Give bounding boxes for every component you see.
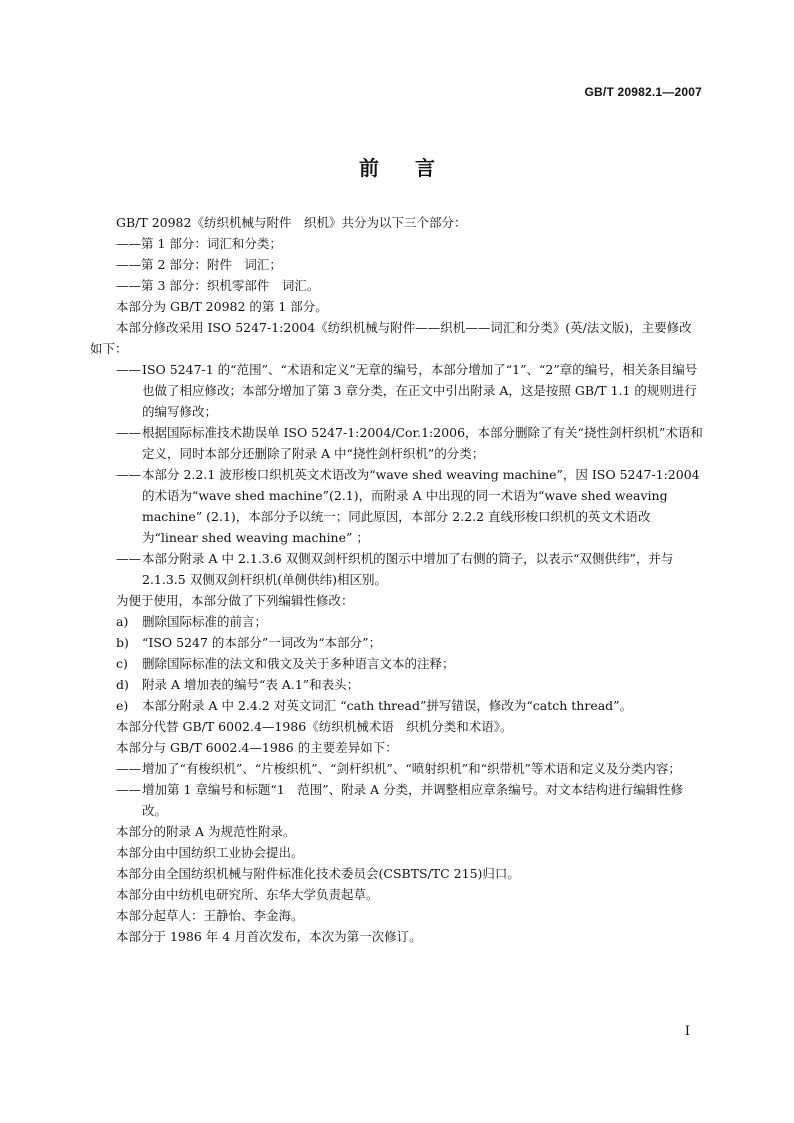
list-marker: d)	[116, 677, 129, 692]
dash-marker: ——	[116, 467, 141, 482]
dash-marker: ——	[116, 782, 141, 797]
dash-item: ——第 1 部分：词汇和分类；	[116, 236, 282, 251]
paragraph: 本部分代替 GB/T 6002.4—1986《纺织机械术语 织机分类和术语》。	[116, 719, 513, 734]
paragraph: 为便于使用，本部分做了下列编辑性修改：	[116, 593, 354, 608]
dash-item: ——第 2 部分：附件 词汇；	[116, 257, 282, 272]
modification-item: ——本部分 2.2.1 波形梭口织机英文术语改为“wave shed weaving machine”，因 ISO 5247-1:2004 的术语为“wave shed machine”(2.1)，而附录 A 中出现的同一术语为“wave shed weaving machine” (2.1)，本部分予以统一；同此原因，本部分 2.2.2 直线形梭口织机的英文术语改为“linear shed weaving machine” ；	[90, 464, 704, 548]
standard-number: GB/T 20982.1—2007	[584, 85, 702, 99]
dash-marker: ——	[116, 761, 141, 776]
edit-item: d) 附录 A 增加表的编号“表 A.1”和表头；	[90, 674, 704, 695]
dash-marker: ——	[116, 551, 141, 566]
paragraph: GB/T 20982《纺织机械与附件 织机》共分为以下三个部分：	[116, 215, 467, 230]
paragraph: 本部分由全国纺织机械与附件标准化技术委员会(CSBTS/TC 215)归口。	[116, 866, 520, 881]
document-body	[90, 212, 704, 947]
edit-item: b) “ISO 5247 的本部分”一词改为“本部分”；	[90, 632, 704, 653]
paragraph: 本部分为 GB/T 20982 的第 1 部分。	[116, 299, 328, 314]
edit-item: c) 删除国际标准的法文和俄文及关于多种语言文本的注释；	[90, 653, 704, 674]
edit-item: e) 本部分附录 A 中 2.4.2 对英文词汇 “cath thread”拼写错误，修改为“catch thread”。	[90, 695, 704, 716]
difference-item: ——增加了“有梭织机”、“片梭织机”、“剑杆织机”、“喷射织机”和“织带机”等术语和定义及分类内容；	[90, 758, 704, 779]
dash-marker: ——	[116, 278, 141, 293]
list-marker: a)	[116, 614, 129, 629]
modification-item: ——根据国际标准技术勘误单 ISO 5247-1:2004/Cor.1:2006，本部分删除了有关“挠性剑杆织机”术语和定义，同时本部分还删除了附录 A 中“挠性剑杆织机”的分类；	[90, 422, 704, 464]
dash-item: ——第 3 部分：织机零部件 词汇。	[116, 278, 320, 293]
dash-marker: ——	[116, 425, 141, 440]
modification-item: ——ISO 5247-1 的“范围”、“术语和定义”无章的编号，本部分增加了“1”、“2”章的编号，相关条目编号也做了相应修改；本部分增加了第 3 章分类，在正文中引出附录 A，这是按照 GB/T 1.1 的规则进行的编写修改；	[90, 359, 704, 422]
list-marker: b)	[116, 635, 129, 650]
edit-item: a) 删除国际标准的前言；	[90, 611, 704, 632]
paragraph: 本部分的附录 A 为规范性附录。	[116, 824, 296, 839]
dash-marker: ——	[116, 362, 141, 377]
paragraph: 本部分与 GB/T 6002.4—1986 的主要差异如下：	[116, 740, 398, 755]
list-marker: c)	[116, 656, 128, 671]
paragraph: 本部分修改采用 ISO 5247-1:2004《纺织机械与附件——织机——词汇和分类》(英/法文版)，主要修改如下：	[90, 320, 692, 356]
paragraph: 本部分起草人：王静怡、李金海。	[116, 908, 304, 923]
list-marker: e)	[116, 698, 129, 713]
paragraph: 本部分由中纺机电研究所、东华大学负责起草。	[116, 887, 379, 902]
paragraph: 本部分于 1986 年 4 月首次发布，本次为第一次修订。	[116, 929, 422, 944]
difference-item: ——增加第 1 章编号和标题“1 范围”、附录 A 分类，并调整相应章条编号。对文本结构进行编辑性修改。	[90, 779, 704, 821]
dash-marker: ——	[116, 257, 141, 272]
modification-item: ——本部分附录 A 中 2.1.3.6 双侧双剑杆织机的图示中增加了右侧的筒子，以表示“双侧供纬”，并与 2.1.3.5 双侧双剑杆织机(单侧供纬)相区别。	[90, 548, 704, 590]
dash-marker: ——	[116, 236, 141, 251]
page-number: I	[684, 1024, 690, 1039]
paragraph: 本部分由中国纺织工业协会提出。	[116, 845, 304, 860]
page-title: 前言	[359, 156, 471, 180]
